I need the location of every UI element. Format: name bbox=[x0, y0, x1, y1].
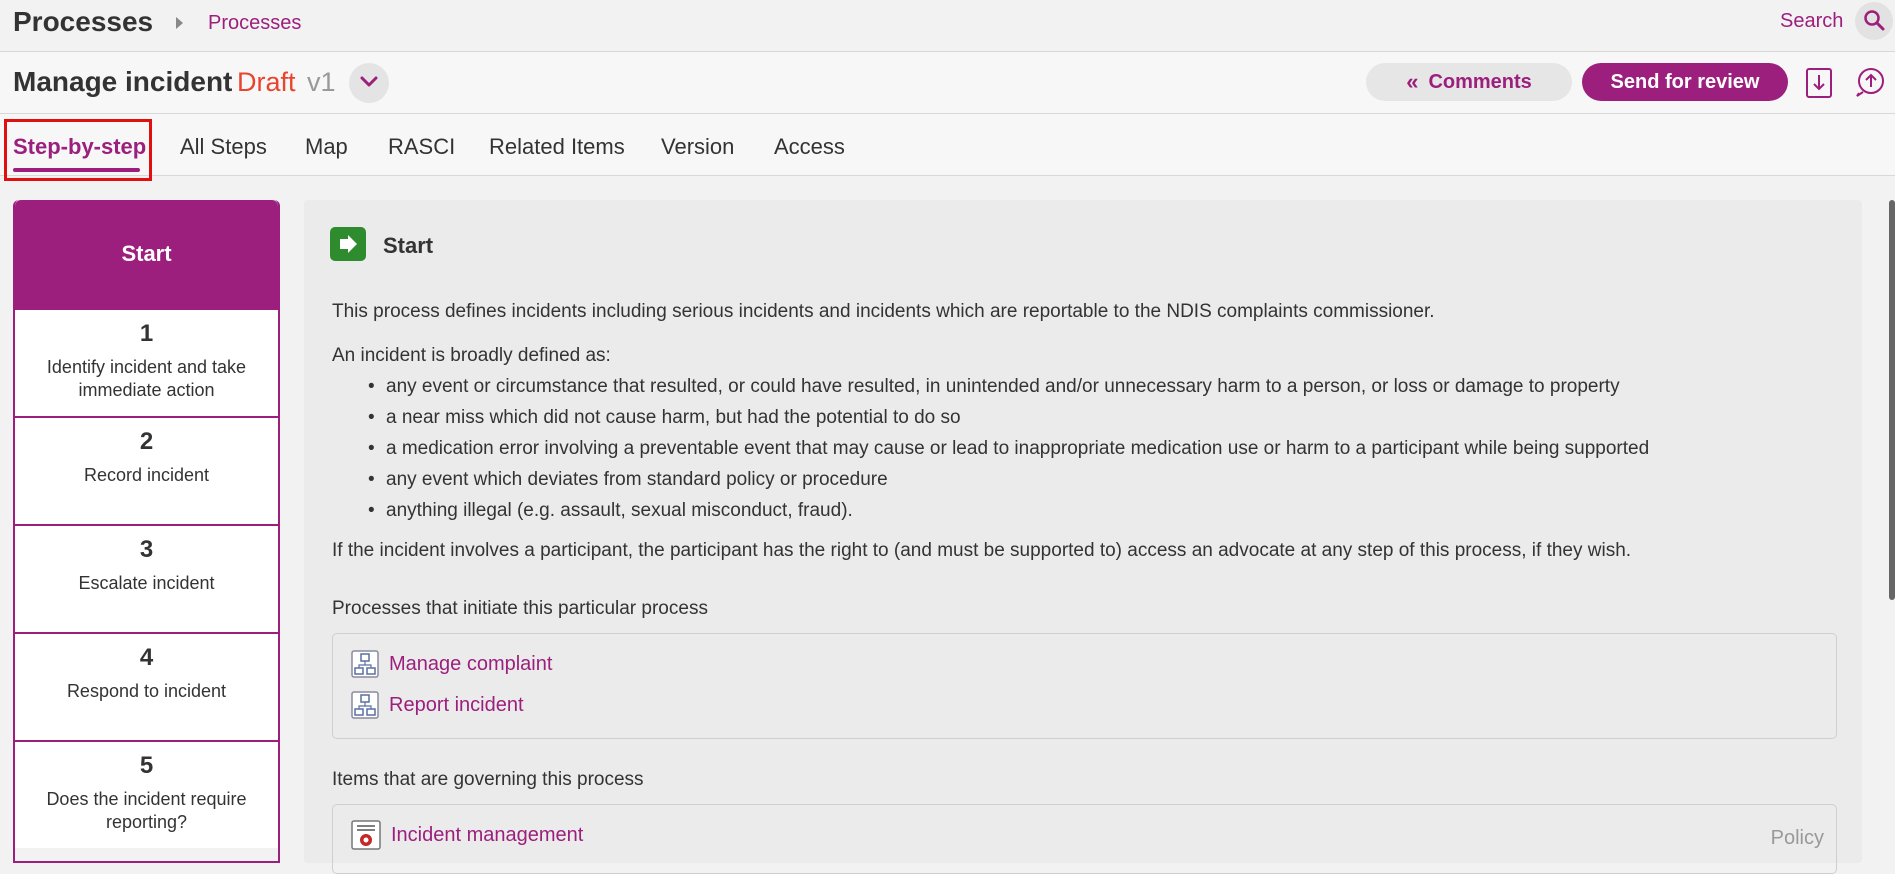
double-chevron-left-icon: « bbox=[1406, 69, 1419, 94]
link-report-incident[interactable] bbox=[351, 691, 524, 719]
link-manage-complaint[interactable] bbox=[351, 650, 552, 678]
step-label: Does the incident require reporting? bbox=[46, 789, 247, 832]
link-incident-management[interactable] bbox=[351, 820, 583, 850]
start-arrow-icon bbox=[330, 227, 366, 261]
link-label: Report incident bbox=[389, 693, 524, 716]
step-heading: Start bbox=[383, 233, 434, 258]
item-type-label: Policy bbox=[1770, 827, 1824, 849]
step-list bbox=[13, 200, 280, 863]
participant-note: If the incident involves a participant, the participant has the right to (and must be supported to) access an advocate at any step of this process, if they wish. bbox=[332, 540, 1632, 561]
policy-document-icon bbox=[351, 820, 381, 850]
tab-map[interactable]: Map bbox=[305, 134, 348, 159]
step-item-1[interactable] bbox=[15, 308, 278, 416]
step-item-2[interactable] bbox=[15, 416, 278, 524]
step-number: 5 bbox=[139, 752, 154, 779]
search-icon bbox=[1863, 9, 1885, 31]
search-button[interactable] bbox=[1855, 2, 1893, 40]
app-title: Processes bbox=[13, 6, 154, 37]
governing-items-box bbox=[332, 804, 1837, 874]
upload-cloud-icon bbox=[1855, 67, 1887, 97]
version-dropdown-button[interactable] bbox=[349, 63, 389, 103]
step-number: 2 bbox=[139, 428, 154, 455]
upload-button[interactable] bbox=[1855, 67, 1887, 102]
definition-list bbox=[332, 371, 1649, 526]
process-title: Manage incident bbox=[13, 66, 233, 97]
step-label: Escalate incident bbox=[78, 573, 215, 593]
tab-access[interactable]: Access bbox=[774, 134, 845, 159]
definition-text: An incident is broadly defined as: bbox=[332, 345, 611, 366]
step-number: 4 bbox=[139, 644, 154, 671]
list-item: • any event which deviates from standard policy or procedure bbox=[332, 464, 1649, 495]
initiating-heading: Processes that initiate this particular process bbox=[332, 598, 708, 619]
version-label: v1 bbox=[307, 67, 336, 97]
process-map-icon bbox=[351, 650, 379, 678]
list-item: • any event or circumstance that resulted, or could have resulted, in unintended and/or unnecessary harm to a person, or loss or damage to property bbox=[332, 371, 1649, 402]
status-badge: Draft bbox=[237, 67, 296, 97]
step-start[interactable]: Start bbox=[15, 200, 278, 308]
step-number: 3 bbox=[139, 536, 154, 563]
comments-label: Comments bbox=[1428, 70, 1532, 93]
list-item: • a medication error involving a preventable event that may cause or lead to inappropriate medication use or harm to a participant while being supported bbox=[332, 433, 1649, 464]
link-label: Manage complaint bbox=[389, 652, 553, 675]
step-label: Record incident bbox=[83, 465, 210, 485]
step-label: Identify incident and take immediate action bbox=[46, 357, 247, 400]
step-label: Respond to incident bbox=[66, 681, 227, 701]
tab-rasci[interactable]: RASCI bbox=[388, 134, 456, 159]
tab-step-by-step[interactable]: Step-by-step bbox=[13, 134, 147, 159]
breadcrumb-arrow-icon bbox=[176, 17, 183, 29]
process-map-icon bbox=[351, 691, 379, 719]
list-item: • anything illegal (e.g. assault, sexual misconduct, fraud). bbox=[332, 495, 1649, 526]
breadcrumb-processes-link[interactable]: Processes bbox=[208, 12, 302, 34]
initiating-processes-box bbox=[332, 633, 1837, 739]
comments-button[interactable] bbox=[1366, 63, 1572, 101]
tab-related-items[interactable]: Related Items bbox=[489, 134, 625, 159]
intro-text: This process defines incidents including serious incidents and incidents which are reportable to the NDIS complaints commissioner. bbox=[332, 301, 1435, 322]
download-button[interactable] bbox=[1805, 67, 1833, 104]
governing-heading: Items that are governing this process bbox=[332, 769, 644, 790]
step-item-5[interactable] bbox=[15, 740, 278, 848]
send-for-review-button[interactable]: Send for review bbox=[1582, 63, 1788, 101]
tab-highlight-box bbox=[4, 119, 152, 181]
scrollbar-thumb[interactable] bbox=[1889, 200, 1895, 600]
list-item: • a near miss which did not cause harm, but had the potential to do so bbox=[332, 402, 1649, 433]
tab-bar bbox=[0, 114, 1895, 176]
chevron-down-icon bbox=[359, 75, 379, 89]
top-header bbox=[0, 0, 1895, 52]
download-icon bbox=[1805, 67, 1833, 99]
step-detail-panel bbox=[304, 200, 1862, 863]
process-title-bar bbox=[0, 52, 1895, 114]
step-number: 1 bbox=[139, 320, 154, 347]
link-label: Incident management bbox=[391, 823, 584, 846]
step-item-3[interactable] bbox=[15, 524, 278, 632]
step-item-4[interactable] bbox=[15, 632, 278, 740]
tab-version[interactable]: Version bbox=[661, 134, 735, 159]
tab-all-steps[interactable]: All Steps bbox=[180, 134, 267, 159]
search-link[interactable]: Search bbox=[1780, 10, 1844, 32]
